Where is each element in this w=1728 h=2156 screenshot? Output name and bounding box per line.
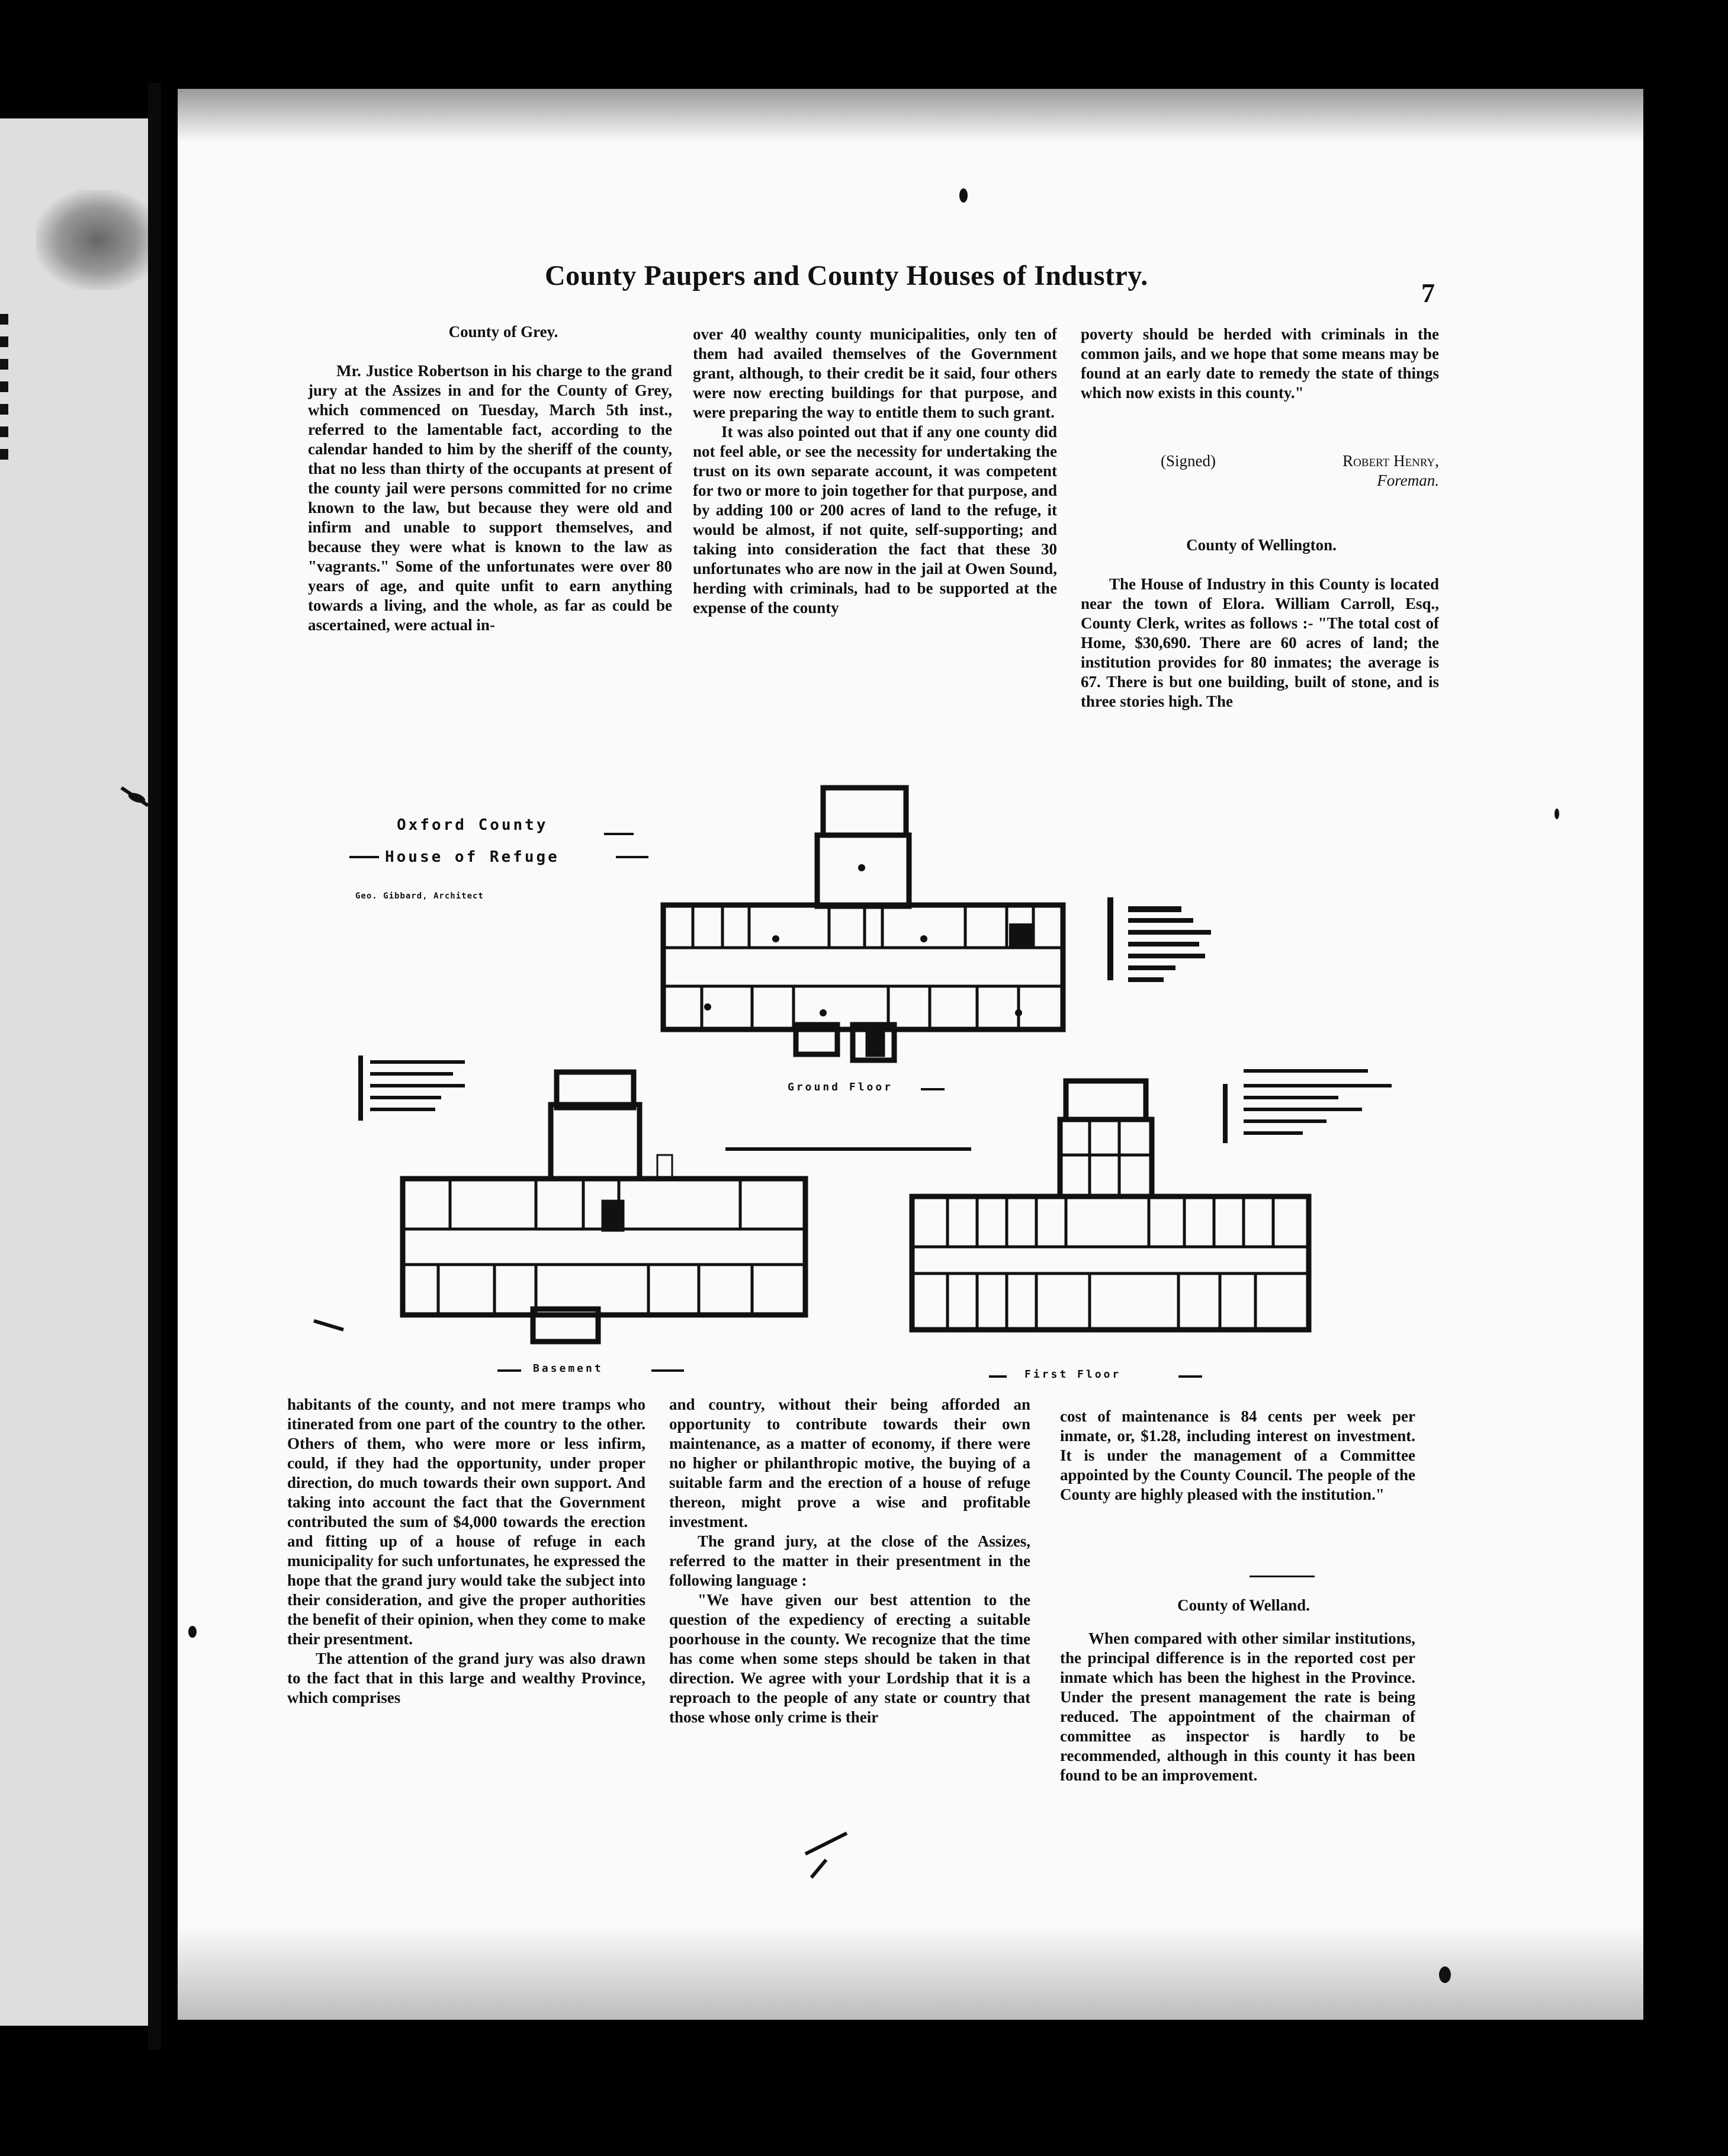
- bottom-column-1: [287, 1395, 645, 1892]
- heading-county-of-wellington: County of Wellington.: [1186, 536, 1337, 554]
- basement-plan: [403, 1072, 805, 1342]
- section-rule: [1250, 1576, 1315, 1577]
- label-dash: [989, 1375, 1007, 1378]
- signatory-title: Foreman.: [1377, 471, 1439, 489]
- paragraph: "We have given our best attention to the question of the expediency of erecting a suitable poorhouse in the county. We recognize that the time has come when some steps should be taken in that direction. We agree with your Lordship that it is a reproach to the people of any state or country that those whose only crime is their: [669, 1591, 1030, 1726]
- paragraph: When compared with other similar institutions, the principal difference is in the reported cost per inmate which has been the highest in the Province. Under the present management the rate is being reduced. The appointment of the chairman of committee as inspector is hardly to be recommended, although in this county it has been found to be an improvement.: [1060, 1629, 1415, 1784]
- label-dash: [921, 1088, 945, 1090]
- ground-floor-label: Ground Floor: [788, 1081, 894, 1093]
- paragraph: The attention of the grand jury was also drawn to the fact that in this large and wealthy Province, which comprises: [287, 1650, 645, 1706]
- bottom-column-3: [1060, 1407, 1415, 1570]
- paragraph: habitants of the county, and not mere tramps who itinerated from one part of the country to the other. Others of them, who were more or less infirm, could, if they had the opportunity, under proper direction, do much towards their own support. And taking into account the fact that the Government contributed the sum of $4,000 towards the erection and fitting up of a house of refuge in each municipality for such unfortunates, he expressed the hope that the grand jury would take the subject into their consideration, and give the proper authorities the benefit of their opinion, when they come to make their presentment.: [287, 1395, 645, 1648]
- paragraph: The House of Industry in this County is located near the town of Elora. William Carroll, Esq., County Clerk, writes as follows :- "The total cost of Home, $30,690. There are 60 acres of land; the institution provides for 80 inmates; the average is 67. There is but one building, built of stone, and is three stories high. The: [1081, 575, 1439, 710]
- plan-title-line-1: Oxford County: [397, 816, 548, 834]
- basement-label: Basement: [533, 1362, 603, 1375]
- paragraph: over 40 wealthy county municipalities, only ten of them had availed themselves of the Government grant, although, to their credit be it said, four others were now erecting buildings for that purpose, and were preparing the way to entitle them to such grant.: [693, 325, 1057, 421]
- label-dash: [497, 1369, 521, 1372]
- ground-floor-plan: [663, 788, 1063, 1060]
- running-header: County Paupers and County Houses of Industry.: [545, 260, 1148, 291]
- paragraph: cost of maintenance is 84 cents per week per inmate, or, $1.28, including interest on investment. It is under the management of a Committee appointed by the County Council. The people of the County are highly pleased with the institution.": [1060, 1407, 1415, 1503]
- paragraph: Mr. Justice Robertson in his charge to the grand jury at the Assizes in and for the County of Grey, which commenced on Tuesday, March 5th inst., referred to the lamentable fact, according to the calendar handed to him by the sheriff of the county, that no less than thirty of the occupants at present of the county jail were persons committed for no crime known to the law, but because they were old and infirm and unable to support themselves, and because they were what is known to the law as "vagrants." Some of the unfortunates were over 80 years of age, and quite unfit to earn anything towards a living, and the whole, as far as could be ascertained, were actual in-: [308, 362, 672, 634]
- first-floor-label: First Floor: [1024, 1368, 1122, 1381]
- paragraph: The grand jury, at the close of the Assizes, referred to the matter in their presentment in the following language :: [669, 1532, 1030, 1589]
- page-number: 7: [1421, 278, 1435, 308]
- label-dash: [651, 1369, 684, 1372]
- paragraph: and country, without their being afforded an opportunity to contribute towards their own maintenance, as a matter of economy, if there were no higher or philanthropic motive, the buying of a suitable farm and the erection of a house of refuge thereon, might prove a wise and profitable investment.: [669, 1395, 1030, 1531]
- first-floor-plan: [912, 1081, 1309, 1330]
- bottom-column-2: [669, 1395, 1030, 1869]
- plan-title-line-2: House of Refuge: [385, 848, 560, 866]
- signed-label: (Signed): [1161, 452, 1216, 470]
- paragraph: poverty should be herded with criminals in the common jails, and we hope that some means may be found at an early date to remedy the state of things which now exists in this county.": [1081, 325, 1439, 402]
- architect-note: Geo. Gibbard, Architect: [355, 891, 484, 901]
- signatory-name: Robert Henry,: [1342, 452, 1439, 470]
- label-dash: [1178, 1375, 1202, 1378]
- heading-county-of-grey: County of Grey.: [448, 323, 558, 341]
- plan-legend-blocks: [358, 897, 1392, 1143]
- heading-county-of-welland: County of Welland.: [1177, 1596, 1310, 1614]
- paragraph: It was also pointed out that if any one county did not feel able, or see the necessity for undertaking the trust on its own separate account, it was competent for two or more to join together for that purpose, and by adding 100 or 200 acres of land to the refuge, it would be almost, if not quite, self-supporting; and taking into consideration the fact that these 30 unfortunates who are now in the jail at Owen Sound, herding with criminals, had to be supported at the expense of the county: [693, 423, 1057, 617]
- bottom-column-3-continued: [1060, 1629, 1415, 1866]
